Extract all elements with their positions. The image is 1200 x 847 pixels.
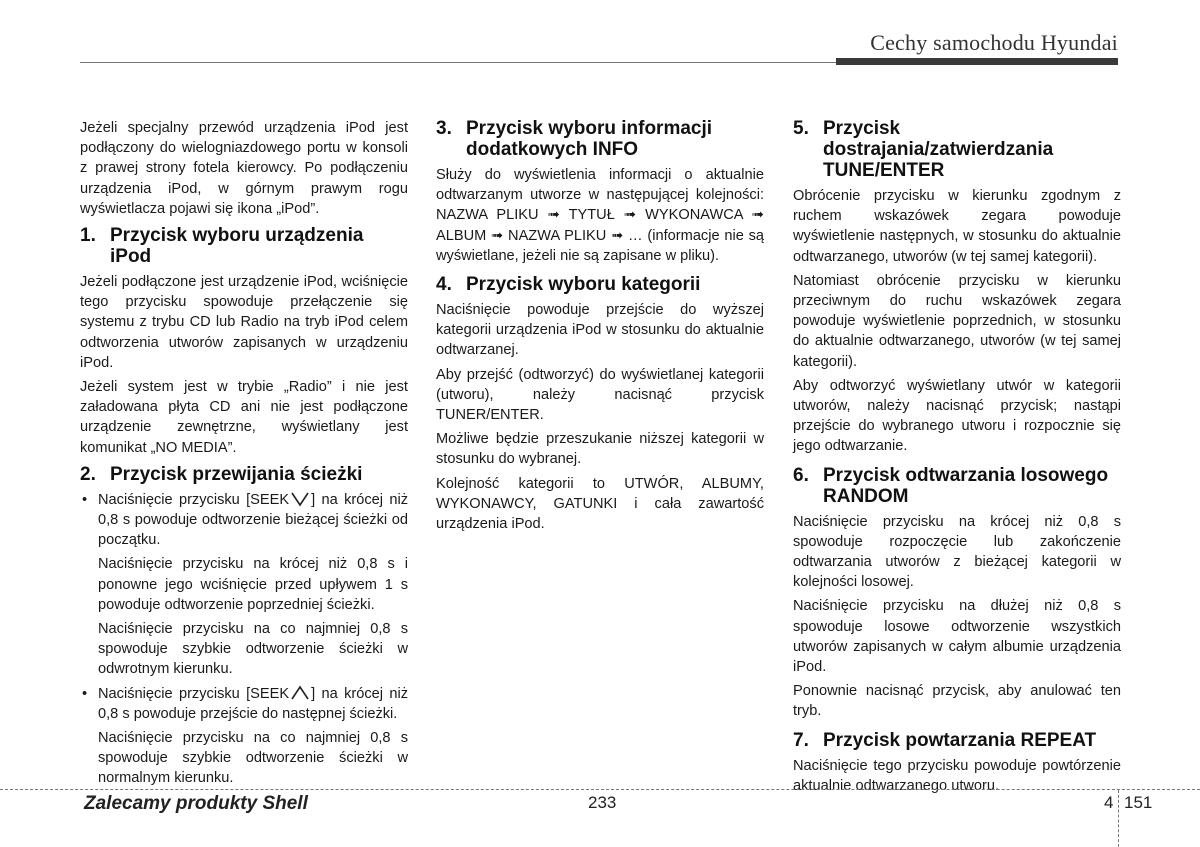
section-5-heading [793, 118, 1121, 181]
section-title: Przycisk odtwarzania losowego RANDOM [823, 464, 1109, 507]
bullet-sub-paragraph: Naciśnięcie przycisku na co najmniej 0,8 s spowoduje szybkie odtworzenie ścieżki w normalnym kierunku. [98, 730, 408, 787]
footer-rule [0, 789, 1200, 790]
section-4-heading [436, 274, 764, 295]
section-4-paragraph-1: Naciśnięcie powoduje przejście do wyższej kategorii urządzenia iPod w stosunku do aktualnie odtwarzanej. [436, 302, 764, 359]
bullet-text-pre: Naciśnięcie przycisku [SEEK [98, 685, 290, 702]
section-number: 4. [436, 274, 452, 296]
section-4-paragraph-3: Możliwe będzie przeszukanie niższej kategorii w stosunku do wybranej. [436, 431, 764, 468]
section-1-heading [80, 225, 408, 267]
footer-brand-text: Zalecamy produkty Shell [84, 793, 308, 814]
bullet-text-post: ] na krócej niż 0,8 s powoduje przejście do następnej ścieżki. [98, 685, 408, 722]
section-number: 3. [436, 118, 452, 139]
section-title: Przycisk wyboru kategorii [466, 274, 701, 296]
section-2-heading [80, 464, 408, 485]
section-number: 5. [793, 118, 809, 139]
section-number: 7. [793, 729, 809, 751]
bullet-seek-up [80, 684, 408, 724]
section-4-paragraph-4: Kolejność kategorii to UTWÓR, ALBUMY, WYKONAWCY, GATUNKI i cała zawartość urządzenia iPod. [436, 475, 764, 533]
intro-paragraph: Jeżeli specjalny przewód urządzenia iPod jest podłączony do wielogniazdowego portu w konsoli z prawej strony fotela kierowcy. Po podłączeniu urządzenia iPod, w górnym prawym rogu wyświetlacza pojawi się ikona „iPod”. [80, 120, 408, 217]
section-6-paragraph-3: Ponownie nacisnąć przycisk, aby anulować ten tryb. [793, 683, 1121, 720]
section-1-paragraph-2: Jeżeli system jest w trybie „Radio” i nie jest załadowana płyta CD ani nie jest podłączone urządzenie zewnętrzne, wyświetlany jest komunikat „NO MEDIA”. [80, 379, 408, 456]
bullet-dot: • [82, 491, 88, 508]
column-3 [793, 118, 1121, 800]
column-2 [436, 118, 764, 538]
footer-separator [1118, 790, 1119, 847]
section-3-heading [436, 118, 764, 160]
chevron-up-icon [290, 685, 310, 701]
section-title: Przycisk wyboru informacji dodatkowych INFO [466, 118, 713, 160]
bullet-sub-paragraph: Naciśnięcie przycisku na krócej niż 0,8 s i ponowne jego wciśnięcie przed upływem 1 s powoduje odtworzenie poprzedniej ścieżki. [98, 556, 408, 613]
section-number: 6. [793, 464, 809, 486]
bullet-seek-down [80, 490, 408, 551]
section-title: Przycisk przewijania ścieżki [110, 463, 363, 485]
section-1-paragraph-1: Jeżeli podłączone jest urządzenie iPod, wciśnięcie tego przycisku spowoduje przełączenie się systemu z trybu CD lub Radio na tryb iPod celem odtworzenia utworów zapisanych w urządzeniu iPod. [80, 274, 408, 371]
section-number: 2. [80, 463, 96, 485]
section-5-paragraph-2: Natomiast obrócenie przycisku w kierunku przeciwnym do ruchu wskazówek zegara powoduje wyświetlenie poprzednich, w stosunku do aktualnie odtwarzanego, utworów (w tej samej kategorii). [793, 272, 1121, 370]
section-title: Przycisk powtarzania REPEAT [823, 729, 1097, 751]
section-3-paragraph: Służy do wyświetlenia informacji o aktualnie odtwarzanym utworze w następującej kolejności: NAZWA PLIKU ➟ TYTUŁ ➟ WYKONAWCA ➟ ALBUM ➟ NAZWA PLIKU ➟ … (informacje nie są wyświetlane, jeżeli nie są zapisane w pliku). [436, 167, 764, 264]
section-title: Przycisk dostrajania/zatwierdzania TUNE/ENTER [823, 118, 1054, 181]
bullet-text-pre: Naciśnięcie przycisku [SEEK [98, 491, 290, 508]
section-number: 1. [80, 225, 96, 247]
section-title: Przycisk wyboru urządzenia iPod [110, 225, 364, 268]
section-5-paragraph-1: Obrócenie przycisku w kierunku zgodnym z ruchem wskazówek zegara powoduje wyświetlenie następnych, w stosunku do aktualnie odtwarzanego, utworów (w tej samej kategorii). [793, 188, 1121, 265]
bullet-dot: • [82, 685, 88, 702]
bullet-text-post: ] na krócej niż 0,8 s powoduje odtworzenie bieżącej ścieżki od początku. [98, 491, 408, 549]
section-4-paragraph-2: Aby przejść (odtworzyć) do wyświetlanej kategorii (utworu), należy nacisnąć przycisk TUNER/ENTER. [436, 366, 764, 424]
section-7-heading [793, 730, 1121, 751]
bullet-sub-paragraph: Naciśnięcie przycisku na co najmniej 0,8 s spowoduje szybkie odtworzenie ścieżki w odwrotnym kierunku. [98, 621, 408, 678]
section-6-paragraph-1: Naciśnięcie przycisku na krócej niż 0,8 s spowoduje rozpoczęcie lub zakończenie odtwarzania utworów z bieżącej kategorii w kolejności losowej. [793, 513, 1121, 591]
footer-manual-page-number: 151 [1124, 793, 1153, 812]
section-5-paragraph-3: Aby odtworzyć wyświetlany utwór w kategorii utworów, należy nacisnąć przycisk; nastąpi przejście do wybranego utworu i rozpocznie się jego odtwarzanie. [793, 377, 1121, 455]
chevron-down-icon [290, 491, 310, 507]
footer-section-number: 4 [1104, 793, 1114, 812]
page-header-title: Cechy samochodu Hyundai [870, 30, 1118, 55]
footer-page-number: 233 [588, 793, 617, 812]
section-7-paragraph: Naciśnięcie tego przycisku powoduje powtórzenie aktualnie odtwarzanego utworu. [793, 757, 1121, 794]
header-accent-bar [836, 58, 1118, 65]
column-1 [80, 118, 408, 793]
section-6-heading [793, 465, 1121, 507]
section-6-paragraph-2: Naciśnięcie przycisku na dłużej niż 0,8 s spowoduje losowe odtworzenie wszystkich utworów zapisanych w całym albumie urządzenia iPod. [793, 598, 1121, 676]
